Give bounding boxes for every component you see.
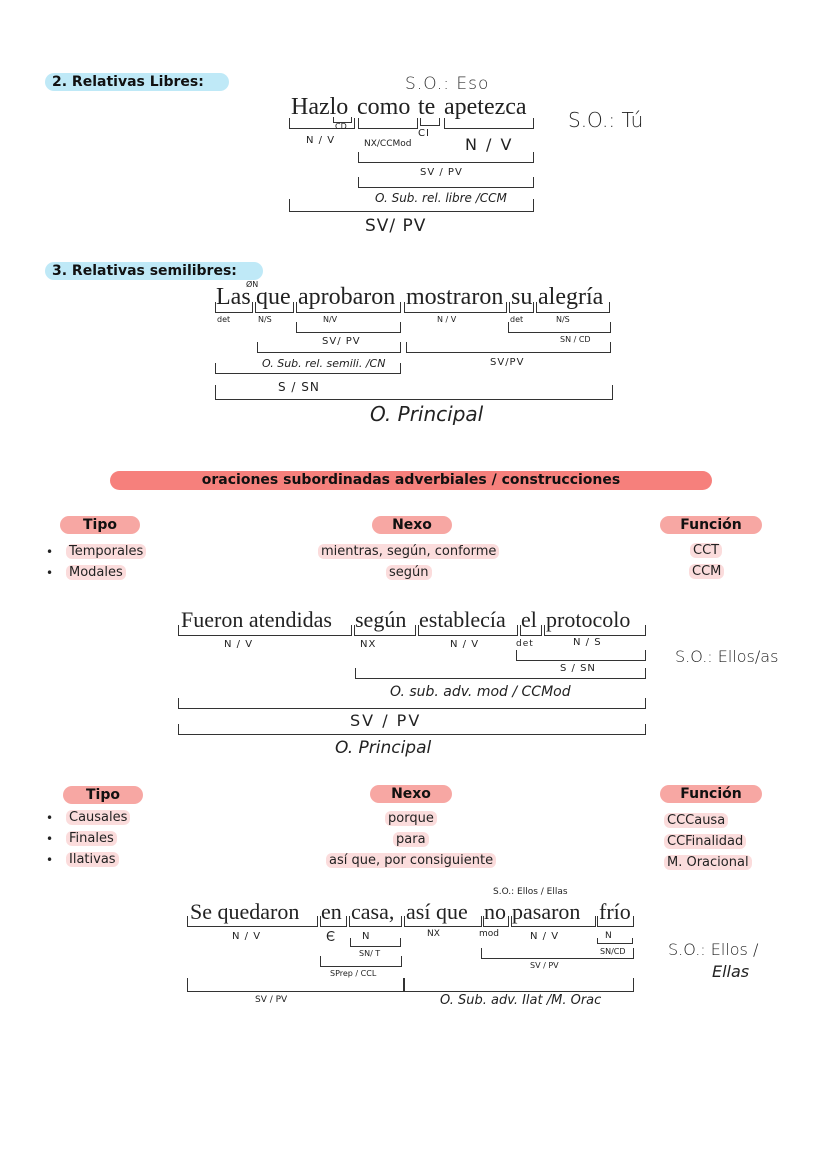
bracket — [215, 302, 253, 313]
label-sub: O. sub. adv. mod / CCMod — [390, 684, 571, 700]
label: N / V — [450, 639, 480, 650]
bracket — [536, 302, 610, 313]
column-header-tipo: Tipo — [60, 516, 140, 534]
label-null-n: ØN — [246, 280, 259, 289]
label: det — [510, 315, 524, 324]
column-header-nexo: Nexo — [372, 516, 452, 534]
word: su — [511, 284, 533, 310]
tipo-item: Ilativas — [66, 852, 119, 867]
implicit-subject: S.O.: Ellos/as — [675, 647, 779, 666]
label: N/V — [323, 315, 338, 324]
label: N / V — [306, 135, 336, 146]
bracket — [215, 363, 401, 374]
bracket — [544, 625, 646, 636]
label-sub: O. Sub. adv. Ilat /M. Orac — [440, 993, 602, 1008]
funcion-item: CCCausa — [664, 813, 728, 828]
bracket — [420, 118, 440, 126]
bracket — [358, 177, 534, 188]
tipo-item: Temporales — [66, 544, 146, 559]
word: apetezca — [444, 94, 527, 120]
bracket — [516, 650, 646, 661]
label: N — [362, 931, 371, 942]
word: el — [521, 607, 537, 632]
label-ssn: S / SN — [560, 663, 596, 674]
bracket — [350, 938, 401, 947]
column-header-nexo: Nexo — [370, 785, 452, 803]
bullet-icon: • — [46, 832, 54, 846]
word: casa, — [351, 899, 395, 924]
label: N / V — [530, 931, 560, 942]
bracket — [255, 302, 294, 313]
word: Las — [216, 284, 251, 310]
label-sv: SV/ PV — [322, 336, 361, 347]
bullet-icon: • — [46, 853, 54, 867]
label: det — [217, 315, 231, 324]
label: N / V — [232, 931, 262, 942]
word: alegría — [538, 284, 604, 310]
label-sub: O. Sub. rel. semili. /CN — [262, 357, 386, 370]
label-sncd: SN / CD — [560, 335, 591, 344]
funcion-item: M. Oracional — [664, 855, 752, 870]
label-sub: O. Sub. rel. libre /CCM — [375, 191, 507, 205]
label: N/S — [556, 315, 570, 324]
nexo-item: así que, por consiguiente — [326, 853, 496, 868]
implicit-subject-right: S.O.: Tú — [568, 108, 644, 132]
implicit-subject-line2: Ellas — [712, 962, 750, 981]
bracket — [349, 916, 402, 927]
label: N / V — [465, 135, 514, 154]
tipo-item: Modales — [66, 565, 126, 580]
label: N — [605, 931, 612, 941]
bracket — [406, 342, 611, 353]
bracket — [418, 625, 518, 636]
word: en — [321, 899, 342, 924]
label: mod — [479, 929, 499, 939]
label: Є — [326, 930, 336, 945]
word: Fueron atendidas — [181, 607, 332, 632]
section-header-relativas-semilibres: 3. Relativas semilibres: — [52, 263, 237, 279]
bracket — [404, 302, 507, 313]
bracket — [355, 668, 646, 679]
bracket — [178, 724, 646, 735]
word: te — [418, 94, 436, 120]
label-sv: SV / PV — [255, 995, 288, 1005]
bracket — [404, 978, 634, 992]
bracket — [444, 118, 534, 129]
bracket — [509, 302, 534, 313]
nexo-item: según — [386, 565, 432, 580]
label: NX/CCMod — [364, 139, 412, 149]
bracket — [508, 322, 611, 333]
label-ci: CI — [418, 128, 430, 139]
word: que — [256, 284, 291, 310]
word: pasaron — [512, 899, 581, 924]
implicit-subject-top: S.O.: Ellos / Ellas — [493, 887, 568, 897]
implicit-subject-line1: S.O.: Ellos / — [668, 940, 759, 959]
label: det — [516, 639, 534, 649]
word: Hazlo — [291, 94, 349, 120]
label-sncd: SN/CD — [600, 947, 626, 956]
word: frío — [599, 899, 631, 924]
word: no — [484, 899, 506, 924]
implicit-subject-top: S.O.: Eso — [405, 74, 490, 94]
label: N / S — [573, 637, 602, 648]
bracket — [404, 916, 482, 927]
label-sv: SV/PV — [490, 357, 525, 368]
word: mostraron — [406, 284, 504, 310]
nexo-item: porque — [385, 811, 437, 826]
word: protocolo — [546, 607, 631, 632]
bullet-icon: • — [46, 545, 54, 559]
label-sprep: SPrep / CCL — [330, 969, 377, 978]
nexo-item: para — [393, 832, 429, 847]
label: N / V — [224, 639, 254, 650]
word: así que — [406, 899, 468, 924]
bracket — [178, 698, 646, 709]
bracket — [289, 199, 534, 212]
tipo-item: Causales — [66, 810, 130, 825]
column-header-funcion: Función — [660, 785, 762, 803]
bracket — [257, 342, 401, 353]
bracket — [215, 385, 613, 400]
bracket — [320, 956, 402, 967]
word: según — [355, 607, 407, 632]
bullet-icon: • — [46, 566, 54, 580]
section-banner: oraciones subordinadas adverbiales / construcciones — [110, 471, 712, 490]
bracket — [320, 916, 347, 927]
label: NX — [360, 639, 377, 650]
bullet-icon: • — [46, 811, 54, 825]
bracket — [187, 916, 318, 927]
column-header-tipo: Tipo — [63, 786, 143, 804]
label-ssn: S / SN — [278, 380, 320, 394]
nexo-item: mientras, según, conforme — [318, 544, 499, 559]
bracket — [187, 978, 404, 992]
bracket — [178, 625, 352, 636]
label: NX — [427, 929, 440, 939]
funcion-item: CCT — [690, 543, 722, 558]
label-sv: SV / PV — [530, 961, 559, 970]
label: N / V — [437, 315, 457, 324]
bracket — [296, 302, 401, 313]
label-sv: SV / PV — [420, 167, 463, 178]
funcion-item: CCFinalidad — [664, 834, 746, 849]
bracket — [481, 948, 634, 959]
bracket — [597, 916, 634, 927]
label-principal: O. Principal — [370, 402, 484, 426]
bracket — [483, 916, 509, 927]
bracket — [354, 625, 416, 636]
bracket — [520, 625, 542, 636]
bracket — [597, 938, 633, 944]
bracket — [358, 152, 534, 163]
label-cd: CD — [335, 122, 347, 131]
tipo-item: Finales — [66, 831, 117, 846]
label-principal: O. Principal — [335, 738, 432, 758]
column-header-funcion: Función — [660, 516, 762, 534]
bracket — [511, 916, 596, 927]
word: aprobaron — [298, 284, 396, 310]
word: Se quedaron — [190, 899, 300, 924]
bracket — [296, 322, 401, 333]
label-snt: SN/ T — [359, 949, 381, 958]
label-svpv: SV/ PV — [365, 216, 427, 236]
word: establecía — [419, 607, 506, 632]
label-sv: SV / PV — [350, 711, 422, 730]
label: N/S — [258, 315, 272, 324]
word: como — [357, 94, 411, 120]
bracket — [358, 118, 418, 129]
section-header-relativas-libres: 2. Relativas Libres: — [52, 74, 204, 90]
funcion-item: CCM — [689, 564, 724, 579]
